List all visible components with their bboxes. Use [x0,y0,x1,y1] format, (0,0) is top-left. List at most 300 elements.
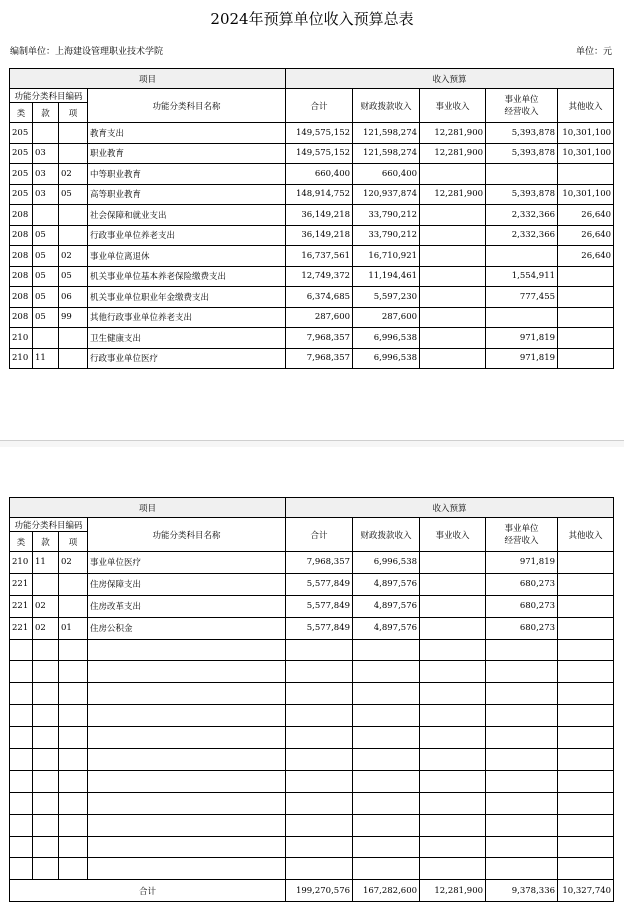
cell-kuan: 11 [33,552,59,574]
page-title: 2024年预算单位收入预算总表 [210,10,414,28]
cell-other [558,573,614,595]
header-operating-line-1: 事业单位 [504,94,539,105]
header-operating [486,518,558,552]
header-operating [486,89,558,123]
cell-business [420,246,486,267]
cell-total [286,749,353,771]
total-other: 10,327,740 [558,880,614,902]
cell-kuan [33,858,59,880]
cell-name [88,705,286,727]
header-func-name: 功能分类科目名称 [88,89,286,123]
cell-operating: 1,554,911 [486,266,558,287]
cell-other [558,683,614,705]
cell-other: 10,301,100 [558,143,614,164]
cell-xiang [59,348,88,369]
cell-lei: 205 [10,164,33,185]
cell-total [286,639,353,661]
cell-operating: 5,393,878 [486,184,558,205]
header-operating-line-2: 经营收入 [504,535,539,546]
cell-xiang [59,639,88,661]
cell-lei: 205 [10,184,33,205]
cell-business [420,348,486,369]
total-fiscal: 167,282,600 [353,880,420,902]
cell-other [558,836,614,858]
cell-lei [10,792,33,814]
cell-other [558,287,614,308]
cell-fiscal: 33,790,212 [353,225,420,246]
cell-fiscal [353,683,420,705]
table-row [10,205,614,226]
cell-business [420,225,486,246]
cell-lei [10,858,33,880]
cell-lei: 205 [10,123,33,144]
cell-kuan [33,661,59,683]
cell-lei [10,814,33,836]
cell-fiscal: 121,598,274 [353,143,420,164]
cell-total: 36,149,218 [286,205,353,226]
cell-fiscal: 660,400 [353,164,420,185]
cell-total: 149,575,152 [286,143,353,164]
cell-fiscal: 4,897,576 [353,573,420,595]
cell-name: 职业教育 [88,143,286,164]
cell-total: 36,149,218 [286,225,353,246]
cell-operating [486,246,558,267]
cell-kuan: 03 [33,184,59,205]
table-row [10,836,614,858]
cell-operating [486,683,558,705]
cell-kuan [33,705,59,727]
cell-name: 事业单位离退休 [88,246,286,267]
table-row [10,683,614,705]
cell-business [420,858,486,880]
cell-other: 26,640 [558,246,614,267]
cell-business [420,617,486,639]
cell-xiang [59,573,88,595]
cell-name: 卫生健康支出 [88,328,286,349]
cell-operating: 2,332,366 [486,205,558,226]
cell-kuan [33,328,59,349]
cell-name [88,683,286,705]
cell-kuan [33,814,59,836]
cell-lei: 208 [10,225,33,246]
table-row [10,123,614,144]
cell-fiscal: 287,600 [353,307,420,328]
cell-xiang: 99 [59,307,88,328]
cell-total [286,727,353,749]
cell-business: 12,281,900 [420,143,486,164]
cell-business [420,639,486,661]
header-xiang: 项 [59,532,88,552]
cell-other: 10,301,100 [558,184,614,205]
cell-lei [10,661,33,683]
cell-name: 住房改革支出 [88,595,286,617]
table-row [10,617,614,639]
table-row [10,348,614,369]
cell-fiscal: 16,710,921 [353,246,420,267]
cell-operating [486,639,558,661]
budget-table-page-1 [9,68,614,369]
cell-xiang [59,792,88,814]
cell-other [558,661,614,683]
cell-xiang [59,225,88,246]
header-xiang: 项 [59,103,88,123]
cell-fiscal [353,836,420,858]
table-row [10,225,614,246]
cell-name [88,770,286,792]
table-row [10,727,614,749]
table-row [10,705,614,727]
cell-fiscal [353,705,420,727]
table-row [10,328,614,349]
cell-xiang [59,123,88,144]
cell-lei [10,749,33,771]
cell-operating: 680,273 [486,595,558,617]
cell-lei: 208 [10,205,33,226]
header-project: 项目 [10,498,286,518]
cell-operating [486,814,558,836]
cell-kuan [33,123,59,144]
cell-fiscal [353,858,420,880]
cell-name: 行政事业单位医疗 [88,348,286,369]
cell-operating [486,661,558,683]
cell-other [558,266,614,287]
cell-other [558,164,614,185]
cell-fiscal: 4,897,576 [353,595,420,617]
cell-fiscal [353,639,420,661]
cell-other [558,749,614,771]
header-func-code: 功能分类科目编码 [10,89,88,103]
cell-other [558,705,614,727]
cell-operating [486,858,558,880]
currency-label: 单位：元 [575,47,612,57]
header-income-budget: 收入预算 [286,498,614,518]
cell-total: 287,600 [286,307,353,328]
cell-xiang [59,705,88,727]
cell-operating [486,749,558,771]
table-row [10,184,614,205]
cell-name [88,814,286,836]
cell-business [420,661,486,683]
header-kuan: 款 [33,532,59,552]
cell-total [286,858,353,880]
cell-business [420,770,486,792]
cell-operating: 680,273 [486,573,558,595]
cell-other [558,814,614,836]
cell-operating: 971,819 [486,552,558,574]
cell-business [420,287,486,308]
cell-lei [10,836,33,858]
total-business: 12,281,900 [420,880,486,902]
header-fiscal: 财政拨款收入 [353,89,420,123]
cell-fiscal: 4,897,576 [353,617,420,639]
unit-label: 编制单位：上海建设管理职业技术学院 [10,47,164,57]
cell-other [558,328,614,349]
header-operating-line-2: 经营收入 [504,106,539,117]
cell-xiang: 01 [59,617,88,639]
cell-xiang: 02 [59,246,88,267]
cell-business [420,164,486,185]
cell-operating: 971,819 [486,328,558,349]
header-business: 事业收入 [420,518,486,552]
cell-fiscal [353,661,420,683]
table-row [10,246,614,267]
table-row [10,814,614,836]
cell-lei [10,770,33,792]
cell-fiscal [353,727,420,749]
header-income-budget: 收入预算 [286,69,614,89]
cell-total [286,836,353,858]
table-row [10,307,614,328]
cell-name: 其他行政事业单位养老支出 [88,307,286,328]
cell-other: 10,301,100 [558,123,614,144]
cell-name: 住房保障支出 [88,573,286,595]
cell-business: 12,281,900 [420,184,486,205]
cell-other: 26,640 [558,225,614,246]
cell-operating [486,705,558,727]
cell-kuan [33,836,59,858]
cell-operating [486,792,558,814]
header-kuan: 款 [33,103,59,123]
cell-business: 12,281,900 [420,123,486,144]
cell-total [286,705,353,727]
cell-kuan [33,205,59,226]
cell-fiscal: 5,597,230 [353,287,420,308]
cell-fiscal: 120,937,874 [353,184,420,205]
cell-lei: 221 [10,573,33,595]
table-row [10,770,614,792]
cell-lei: 221 [10,617,33,639]
cell-lei: 210 [10,552,33,574]
cell-total [286,661,353,683]
cell-lei: 208 [10,287,33,308]
cell-total [286,770,353,792]
cell-total: 149,575,152 [286,123,353,144]
cell-business [420,749,486,771]
cell-other [558,639,614,661]
cell-total: 7,968,357 [286,552,353,574]
cell-other [558,595,614,617]
cell-lei: 210 [10,348,33,369]
cell-operating [486,164,558,185]
cell-xiang: 05 [59,184,88,205]
cell-xiang: 05 [59,266,88,287]
cell-name [88,858,286,880]
header-other: 其他收入 [558,89,614,123]
table-row [10,661,614,683]
cell-total [286,683,353,705]
header-business: 事业收入 [420,89,486,123]
cell-total [286,814,353,836]
cell-name [88,749,286,771]
cell-kuan [33,639,59,661]
cell-fiscal: 6,996,538 [353,328,420,349]
cell-other [558,348,614,369]
cell-kuan: 03 [33,164,59,185]
cell-fiscal: 6,996,538 [353,552,420,574]
cell-lei [10,705,33,727]
cell-business [420,705,486,727]
table-row [10,792,614,814]
cell-business [420,792,486,814]
cell-total: 5,577,849 [286,573,353,595]
cell-business [420,205,486,226]
cell-xiang: 06 [59,287,88,308]
cell-kuan: 02 [33,595,59,617]
cell-business [420,328,486,349]
table-row [10,164,614,185]
cell-name: 事业单位医疗 [88,552,286,574]
cell-fiscal: 33,790,212 [353,205,420,226]
cell-other [558,858,614,880]
cell-xiang [59,205,88,226]
cell-kuan: 11 [33,348,59,369]
cell-operating: 680,273 [486,617,558,639]
cell-name: 中等职业教育 [88,164,286,185]
cell-operating [486,727,558,749]
cell-business [420,573,486,595]
table-row [10,639,614,661]
cell-fiscal: 11,194,461 [353,266,420,287]
total-operating: 9,378,336 [486,880,558,902]
cell-xiang [59,143,88,164]
cell-other: 26,640 [558,205,614,226]
header-other: 其他收入 [558,518,614,552]
cell-kuan: 05 [33,246,59,267]
cell-business [420,683,486,705]
cell-other [558,307,614,328]
cell-lei: 208 [10,246,33,267]
cell-xiang: 02 [59,552,88,574]
header-func-code: 功能分类科目编码 [10,518,88,532]
cell-lei: 205 [10,143,33,164]
header-func-name: 功能分类科目名称 [88,518,286,552]
cell-total: 148,914,752 [286,184,353,205]
cell-kuan [33,770,59,792]
cell-fiscal: 121,598,274 [353,123,420,144]
cell-total: 12,749,372 [286,266,353,287]
cell-operating: 5,393,878 [486,143,558,164]
cell-lei [10,727,33,749]
cell-xiang [59,836,88,858]
table-row [10,749,614,771]
cell-name: 教育支出 [88,123,286,144]
header-fiscal: 财政拨款收入 [353,518,420,552]
cell-other [558,770,614,792]
cell-xiang [59,858,88,880]
cell-operating: 971,819 [486,348,558,369]
cell-name [88,836,286,858]
cell-total: 7,968,357 [286,328,353,349]
cell-business [420,727,486,749]
cell-business [420,595,486,617]
cell-xiang [59,770,88,792]
table-row [10,266,614,287]
cell-kuan [33,683,59,705]
cell-name [88,727,286,749]
cell-total: 7,968,357 [286,348,353,369]
cell-lei: 210 [10,328,33,349]
cell-business [420,266,486,287]
budget-table-page-2 [9,497,614,902]
cell-kuan [33,573,59,595]
cell-fiscal: 6,996,538 [353,348,420,369]
cell-xiang [59,683,88,705]
header-lei: 类 [10,532,33,552]
header-project: 项目 [10,69,286,89]
total-label: 合计 [10,880,286,902]
cell-business [420,814,486,836]
cell-operating [486,307,558,328]
cell-other [558,552,614,574]
cell-fiscal [353,749,420,771]
cell-fiscal [353,792,420,814]
cell-fiscal [353,770,420,792]
header-total: 合计 [286,518,353,552]
cell-lei: 221 [10,595,33,617]
cell-kuan: 05 [33,266,59,287]
cell-name [88,639,286,661]
cell-kuan [33,749,59,771]
total-sum: 199,270,576 [286,880,353,902]
cell-total: 660,400 [286,164,353,185]
table-row [10,143,614,164]
table-row [10,573,614,595]
total-row [10,880,614,902]
cell-name [88,792,286,814]
cell-operating: 5,393,878 [486,123,558,144]
cell-kuan [33,727,59,749]
cell-operating [486,770,558,792]
cell-total: 6,374,685 [286,287,353,308]
cell-operating: 2,332,366 [486,225,558,246]
cell-other [558,617,614,639]
cell-xiang [59,749,88,771]
table-row [10,287,614,308]
cell-xiang [59,814,88,836]
cell-kuan: 05 [33,307,59,328]
header-total: 合计 [286,89,353,123]
cell-lei: 208 [10,307,33,328]
header-lei: 类 [10,103,33,123]
table-row [10,595,614,617]
cell-name: 住房公积金 [88,617,286,639]
cell-xiang [59,661,88,683]
cell-name: 高等职业教育 [88,184,286,205]
cell-other [558,792,614,814]
cell-operating [486,836,558,858]
cell-lei [10,639,33,661]
cell-total [286,792,353,814]
cell-kuan [33,792,59,814]
cell-operating: 777,455 [486,287,558,308]
cell-xiang [59,328,88,349]
cell-kuan: 02 [33,617,59,639]
table-row [10,858,614,880]
cell-total: 5,577,849 [286,595,353,617]
cell-business [420,836,486,858]
cell-xiang [59,595,88,617]
cell-xiang: 02 [59,164,88,185]
cell-lei: 208 [10,266,33,287]
cell-name: 行政事业单位养老支出 [88,225,286,246]
header-operating-line-1: 事业单位 [504,523,539,534]
cell-name [88,661,286,683]
cell-xiang [59,727,88,749]
page-separator [0,440,624,447]
cell-kuan: 05 [33,225,59,246]
table-row [10,552,614,574]
cell-total: 16,737,561 [286,246,353,267]
